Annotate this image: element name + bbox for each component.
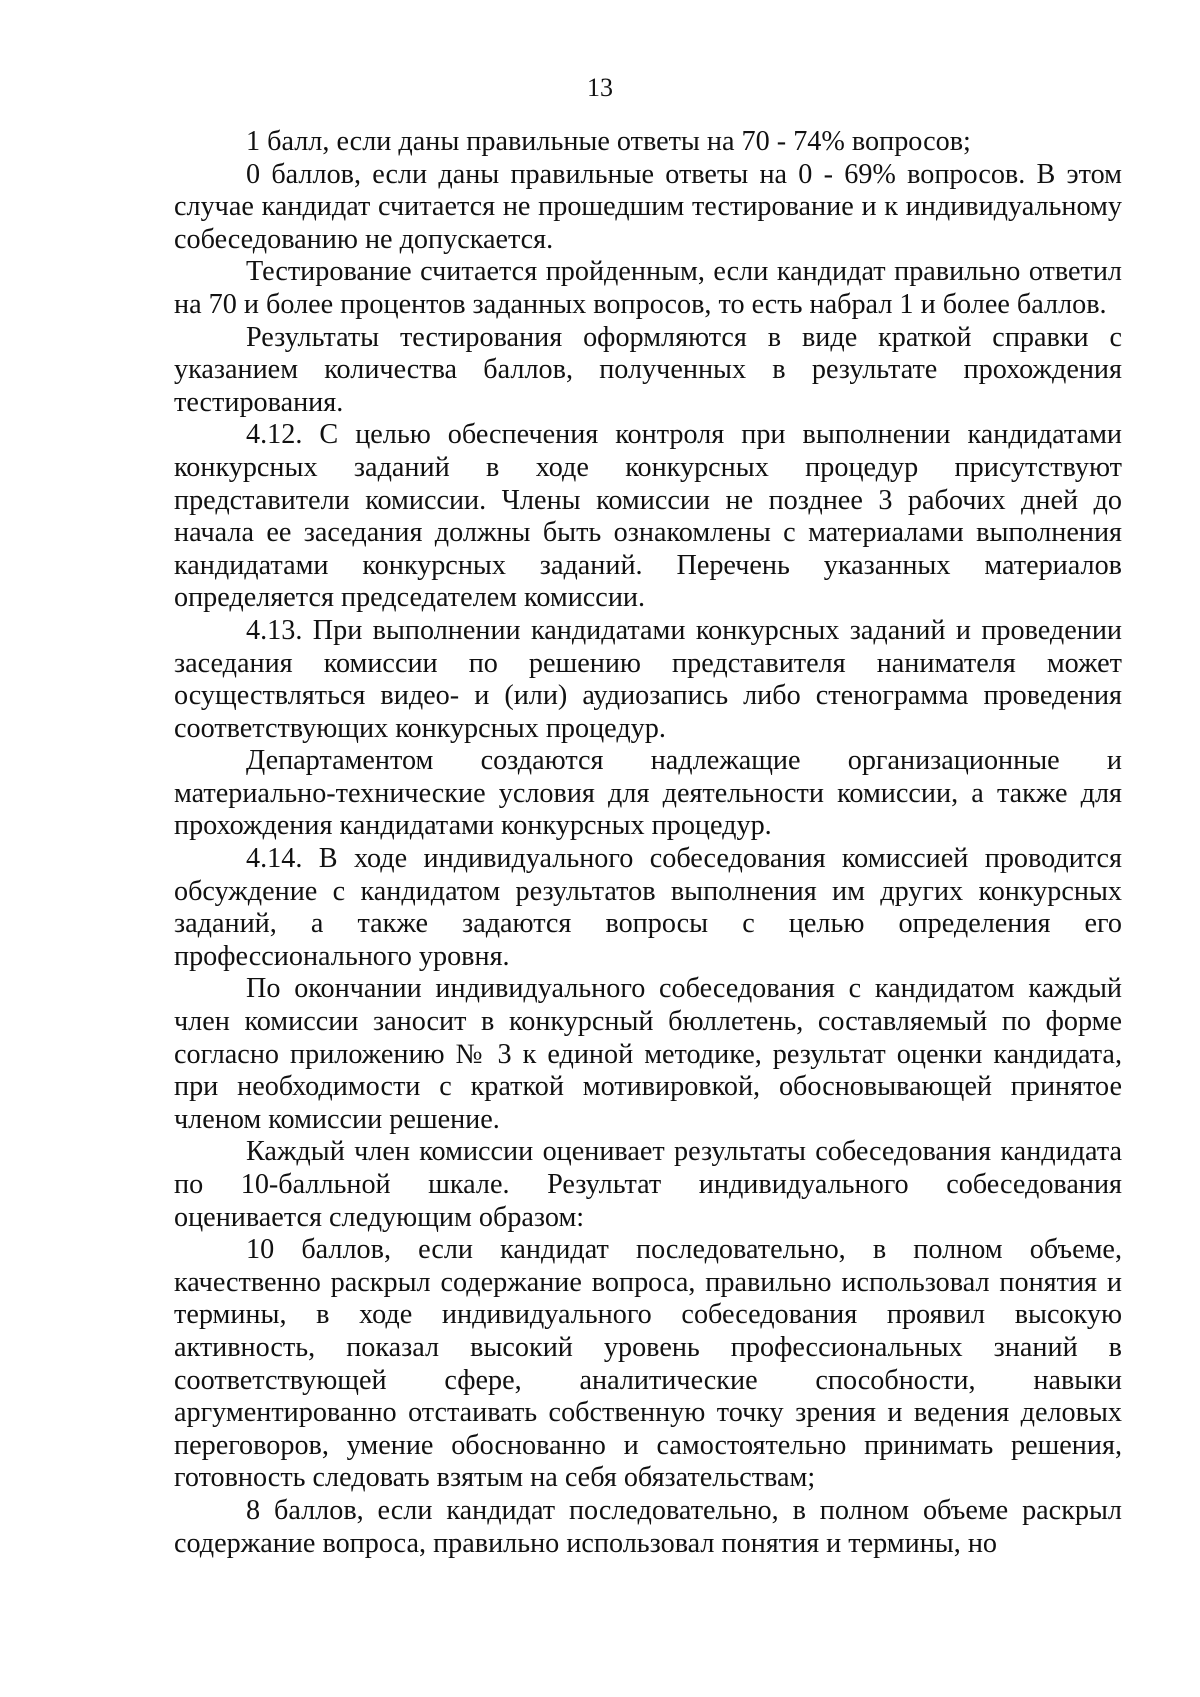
paragraph-score-8: 8 баллов, если кандидат последовательно, в полном объеме раскрыл содержание вопроса, правильно использовал понятия и термины, но [174,1494,1122,1559]
paragraph-4-12: 4.12. С целью обеспечения контроля при выполнении кандидатами конкурсных заданий в ходе конкурсных процедур присутствуют представители комиссии. Члены комиссии не позднее 3 рабочих дней до начала ее заседания должны быть ознакомлены с материалами выполнения кандидатами конкурсных заданий. Перечень указанных материалов определяется председателем комиссии. [174,419,1122,614]
paragraph-scale: Каждый член комиссии оценивает результаты собеседования кандидата по 10-балльной шкале. Результат индивидуального собеседования оценивается следующим образом: [174,1136,1122,1233]
paragraph-test-passed: Тестирование считается пройденным, если кандидат правильно ответил на 70 и более процентов заданных вопросов, то есть набрал 1 и более баллов. [174,256,1122,320]
paragraph-score-10: 10 баллов, если кандидат последовательно, в полном объеме, качественно раскрыл содержание вопроса, правильно использовал понятия и термины, в ходе индивидуального собеседования проявил высокую активность, показал высокий уровень профессиональных знаний в соответствующей сфере, аналитические способности, навыки аргументированно отстаивать собственную точку зрения и ведения деловых переговоров, умение обоснованно и самостоятельно принимать решения, готовность следовать взятым на себя обязательствам; [174,1234,1122,1494]
paragraph-score-0: 0 баллов, если даны правильные ответы на 0 - 69% вопросов. В этом случае кандидат считается не прошедшим тестирование и к индивидуальному собеседованию не допускается. [174,158,1122,255]
paragraph-department-conditions: Департаментом создаются надлежащие организационные и материально-технические условия для деятельности комиссии, а также для прохождения кандидатами конкурсных процедур. [174,745,1122,842]
paragraph-4-13: 4.13. При выполнении кандидатами конкурсных заданий и проведении заседания комиссии по решению представителя нанимателя может осуществляться видео- и (или) аудиозапись либо стенограмма проведения соответствующих конкурсных процедур. [174,614,1122,744]
paragraph-score-1: 1 балл, если даны правильные ответы на 70 - 74% вопросов; [246,126,971,157]
paragraph-4-14: 4.14. В ходе индивидуального собеседования комиссией проводится обсуждение с кандидатом результатов выполнения им других конкурсных заданий, а также задаются вопросы с целью определения его профессионального уровня. [174,843,1122,972]
paragraph-ballot: По окончании индивидуального собеседования с кандидатом каждый член комиссии заносит в конкурсный бюллетень, составляемый по форме согласно приложению № 3 к единой методике, результат оценки кандидата, при необходимости с краткой мотивировкой, обосновывающей принятое членом комиссии решение. [174,973,1122,1135]
paragraph-test-results: Результаты тестирования оформляются в виде краткой справки с указанием количества баллов, полученных в результате прохождения тестирования. [174,321,1122,418]
page-number: 13 [587,73,613,102]
document-body [174,126,1122,1560]
